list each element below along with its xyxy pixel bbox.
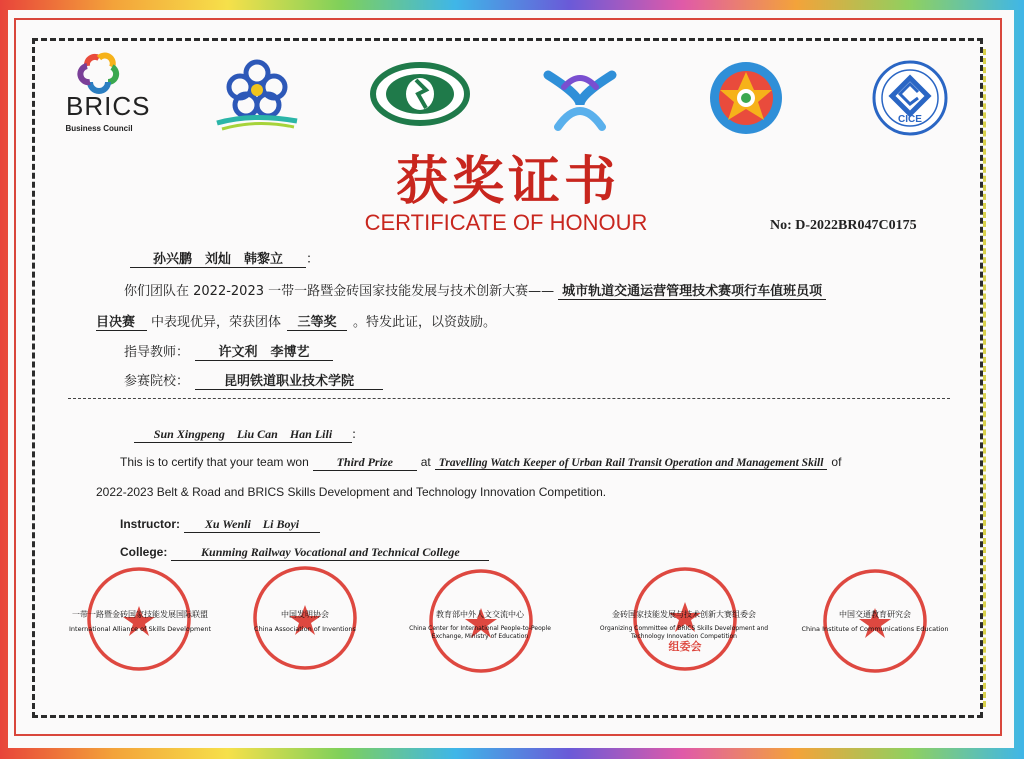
cn-line2-end: 。特发此证，以资鼓励。: [353, 315, 497, 330]
en-instructor-label: Instructor:: [120, 517, 180, 531]
brics-logo-subtext: Business Council: [65, 124, 133, 133]
seal-2-en: China Association of Inventions: [254, 625, 356, 633]
cn-team-names: 孙兴鹏 刘灿 韩黎立: [130, 248, 306, 268]
seal-communications-education: [822, 568, 928, 674]
en-instructor-line: [120, 515, 320, 533]
title-chinese: 获奖证书: [395, 151, 620, 212]
seal-5-cn: 中国交通教育研究会: [839, 610, 911, 619]
en-college-label: College:: [120, 545, 168, 559]
seal-1-cn: 一带一路暨金砖国家技能发展国际联盟: [72, 610, 208, 619]
en-at: at: [420, 455, 431, 469]
seal-4-cn: 金砖国家技能发展与技术创新大赛组委会: [612, 610, 756, 619]
cn-line1-prefix: 你们团队在 2022-2023 一带一路暨金砖国家技能发展与技术创新大赛——: [124, 284, 555, 299]
cn-instructor-label: 指导教师：: [124, 345, 190, 360]
en-line-2: 2022-2023 Belt & Road and BRICS Skills Development and Technology Innovation Competition.: [96, 485, 607, 499]
cn-instructor-line: [124, 341, 333, 361]
seal-people-exchange-center: [428, 568, 534, 674]
section-separator: [68, 398, 950, 399]
railway-logo: [370, 62, 470, 126]
cn-line-1: [124, 280, 826, 300]
cn-college-line: [124, 370, 383, 390]
en-instructors: Xu Wenli Li Boyi: [184, 515, 320, 533]
cn-college-label: 参赛院校：: [124, 374, 190, 389]
seal-3-cn: 教育部中外人文交流中心: [436, 610, 524, 619]
cn-prize: 三等奖: [287, 311, 347, 331]
en-line1-prefix: This is to certify that your team won: [120, 455, 309, 469]
cn-event-part2: 目决赛: [96, 311, 147, 331]
people-exchange-logo: [540, 65, 620, 133]
brics-skills-logo: [706, 58, 786, 138]
seal-5-en: China Institute of Communications Education: [801, 625, 949, 633]
en-names-line: [134, 425, 356, 443]
cn-names-colon: ：: [306, 252, 320, 267]
skills-alliance-logo: [212, 55, 302, 135]
cn-event-part1: 城市轨道交通运营管理技术赛项行车值班员项: [558, 280, 826, 300]
brics-business-council-logo: [64, 52, 151, 142]
title-english: CERTIFICATE OF HONOUR: [364, 210, 648, 235]
cn-line2-mid: 中表现优异，荣获团体: [151, 315, 282, 330]
en-college-line: [120, 545, 489, 561]
seal-3-en: China Center for International People-to-People Exchange, Ministry of Education: [409, 625, 551, 640]
seal-4-en: Organizing Committee of BRICS Skills Development and Technology Innovation Competition: [599, 625, 769, 640]
en-team-names: Sun Xingpeng Liu Can Han Lili: [134, 425, 352, 443]
en-event: Travelling Watch Keeper of Urban Rail Transit Operation and Management Skill: [435, 457, 828, 470]
cn-names-line: [130, 248, 319, 268]
en-line-1: [120, 455, 841, 471]
certificate-number: No: D-2022BR047C0175: [770, 218, 917, 233]
seal-4-stamp: 组委会: [668, 640, 702, 653]
cice-text: CICE: [898, 114, 922, 125]
cn-line-2: [96, 311, 496, 331]
seal-2-cn: 中国发明协会: [281, 610, 329, 619]
en-of: of: [831, 455, 842, 469]
en-college: Kunming Railway Vocational and Technical College: [171, 545, 489, 561]
brics-logo-text: BRICS: [66, 91, 151, 121]
cn-instructors: 许文利 李博艺: [195, 341, 333, 361]
en-names-colon: :: [352, 427, 357, 441]
cice-logo: [870, 58, 950, 138]
cn-college: 昆明铁道职业技术学院: [195, 370, 383, 390]
en-prize: Third Prize: [313, 455, 417, 471]
seal-1-en: International Alliance of Skills Development: [68, 625, 211, 633]
